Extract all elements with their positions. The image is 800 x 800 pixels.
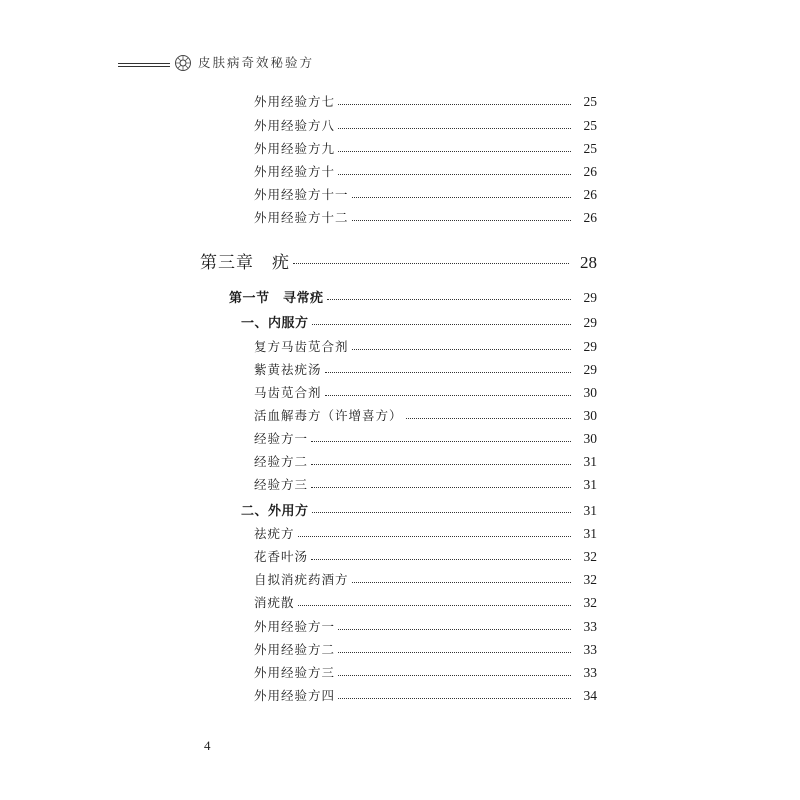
toc-page-number: 33	[583, 665, 597, 680]
toc-entry[interactable]	[254, 383, 597, 401]
toc-entry-label: 外用经验方一	[254, 619, 336, 634]
toc-entry-label: 外用经验方十二	[254, 210, 349, 225]
toc-entry[interactable]	[254, 139, 597, 157]
toc-entry-label: 外用经验方八	[254, 118, 336, 133]
toc-chapter-entry[interactable]	[200, 248, 597, 273]
toc-entry[interactable]	[254, 116, 597, 134]
dot-leader	[352, 197, 571, 198]
toc-page-number: 28	[580, 253, 597, 272]
toc-page-number: 26	[583, 210, 597, 225]
toc-subsection-entry[interactable]	[241, 500, 597, 519]
toc-entry-label: 自拟消疣药酒方	[254, 572, 349, 587]
header-rule	[118, 63, 170, 64]
toc-page-number: 32	[583, 595, 597, 610]
toc-page-number: 30	[583, 431, 597, 446]
toc-entry[interactable]	[254, 475, 597, 493]
toc-entry[interactable]	[254, 663, 597, 681]
dot-leader	[406, 418, 571, 419]
running-header	[118, 52, 438, 76]
dot-leader	[293, 263, 569, 264]
toc-page-number: 31	[583, 503, 597, 518]
toc-entry[interactable]	[254, 162, 597, 180]
toc-entry-label: 外用经验方三	[254, 665, 336, 680]
dot-leader	[298, 536, 571, 537]
flower-ornament-icon	[174, 54, 192, 72]
toc-page-number: 25	[583, 141, 597, 156]
dot-leader	[352, 349, 571, 350]
toc-entry[interactable]	[254, 208, 597, 226]
toc-page-number: 30	[583, 408, 597, 423]
toc-entry-label: 外用经验方四	[254, 688, 336, 703]
toc-page-number: 32	[583, 572, 597, 587]
toc-entry[interactable]	[254, 406, 597, 424]
toc-page-number: 30	[583, 385, 597, 400]
dot-leader	[325, 395, 571, 396]
toc-entry[interactable]	[254, 686, 597, 704]
toc-entry[interactable]	[254, 593, 597, 611]
toc-entry-label: 经验方三	[254, 477, 309, 492]
toc-entry[interactable]	[254, 452, 597, 470]
toc-section-entry[interactable]	[229, 287, 597, 306]
dot-leader	[352, 582, 571, 583]
toc-page-number: 32	[583, 549, 597, 564]
dot-leader	[312, 512, 571, 513]
toc-entry-label: 复方马齿苋合剂	[254, 339, 349, 354]
toc-entry[interactable]	[254, 337, 597, 355]
header-rule	[118, 66, 170, 67]
toc-page-number: 26	[583, 164, 597, 179]
toc-entry-label: 外用经验方十一	[254, 187, 349, 202]
toc-entry[interactable]	[254, 524, 597, 542]
toc-entry[interactable]	[254, 185, 597, 203]
dot-leader	[338, 675, 571, 676]
toc-entry-label: 外用经验方二	[254, 642, 336, 657]
dot-leader	[327, 299, 571, 300]
toc-page-number: 29	[583, 315, 597, 330]
dot-leader	[338, 151, 571, 152]
dot-leader	[338, 652, 571, 653]
toc-entry[interactable]	[254, 617, 597, 635]
toc-entry-label: 紫黄祛疣汤	[254, 362, 322, 377]
page-number: 4	[204, 738, 211, 753]
toc-subsection-entry[interactable]	[241, 312, 597, 331]
toc-entry-label: 外用经验方九	[254, 141, 336, 156]
chapter-title: 第三章 疣	[200, 253, 290, 273]
toc-entry-label: 消疣散	[254, 595, 295, 610]
subsection-title: 一、内服方	[241, 316, 309, 331]
dot-leader	[312, 324, 571, 325]
dot-leader	[298, 605, 571, 606]
toc-entry-label: 外用经验方十	[254, 164, 336, 179]
toc-entry-label: 祛疣方	[254, 526, 295, 541]
toc-page-number: 31	[583, 454, 597, 469]
toc-entry-label: 经验方二	[254, 454, 309, 469]
toc-page-number: 29	[583, 362, 597, 377]
dot-leader	[338, 104, 571, 105]
subsection-title: 二、外用方	[241, 504, 309, 519]
toc-entry-label: 外用经验方七	[254, 94, 336, 109]
header-title: 皮肤病奇效秘验方	[198, 55, 315, 70]
dot-leader	[338, 128, 571, 129]
toc-page-number: 33	[583, 619, 597, 634]
toc-entry-label: 经验方一	[254, 431, 309, 446]
toc-page-number: 29	[583, 339, 597, 354]
toc-page-number: 34	[583, 688, 597, 703]
toc-page-number: 29	[583, 290, 597, 305]
toc-page-number: 31	[583, 526, 597, 541]
toc-entry[interactable]	[254, 429, 597, 447]
dot-leader	[311, 464, 571, 465]
section-title: 第一节 寻常疣	[229, 291, 324, 306]
dot-leader	[325, 372, 571, 373]
toc-entry-label: 马齿苋合剂	[254, 385, 322, 400]
toc-entry[interactable]	[254, 640, 597, 658]
dot-leader	[311, 441, 571, 442]
dot-leader	[338, 698, 571, 699]
dot-leader	[338, 174, 571, 175]
toc-page-number: 26	[583, 187, 597, 202]
toc-entry-label: 花香叶汤	[254, 549, 309, 564]
toc-entry[interactable]	[254, 570, 597, 588]
toc-page-number: 33	[583, 642, 597, 657]
toc-page-number: 25	[583, 118, 597, 133]
toc-entry-label: 活血解毒方（许增喜方）	[254, 408, 403, 423]
toc-page-number: 25	[583, 94, 597, 109]
toc-page-number: 31	[583, 477, 597, 492]
dot-leader	[311, 487, 571, 488]
toc-entry[interactable]	[254, 92, 597, 110]
toc-entry[interactable]	[254, 360, 597, 378]
dot-leader	[311, 559, 571, 560]
toc-entry[interactable]	[254, 547, 597, 565]
dot-leader	[338, 629, 571, 630]
dot-leader	[352, 220, 571, 221]
